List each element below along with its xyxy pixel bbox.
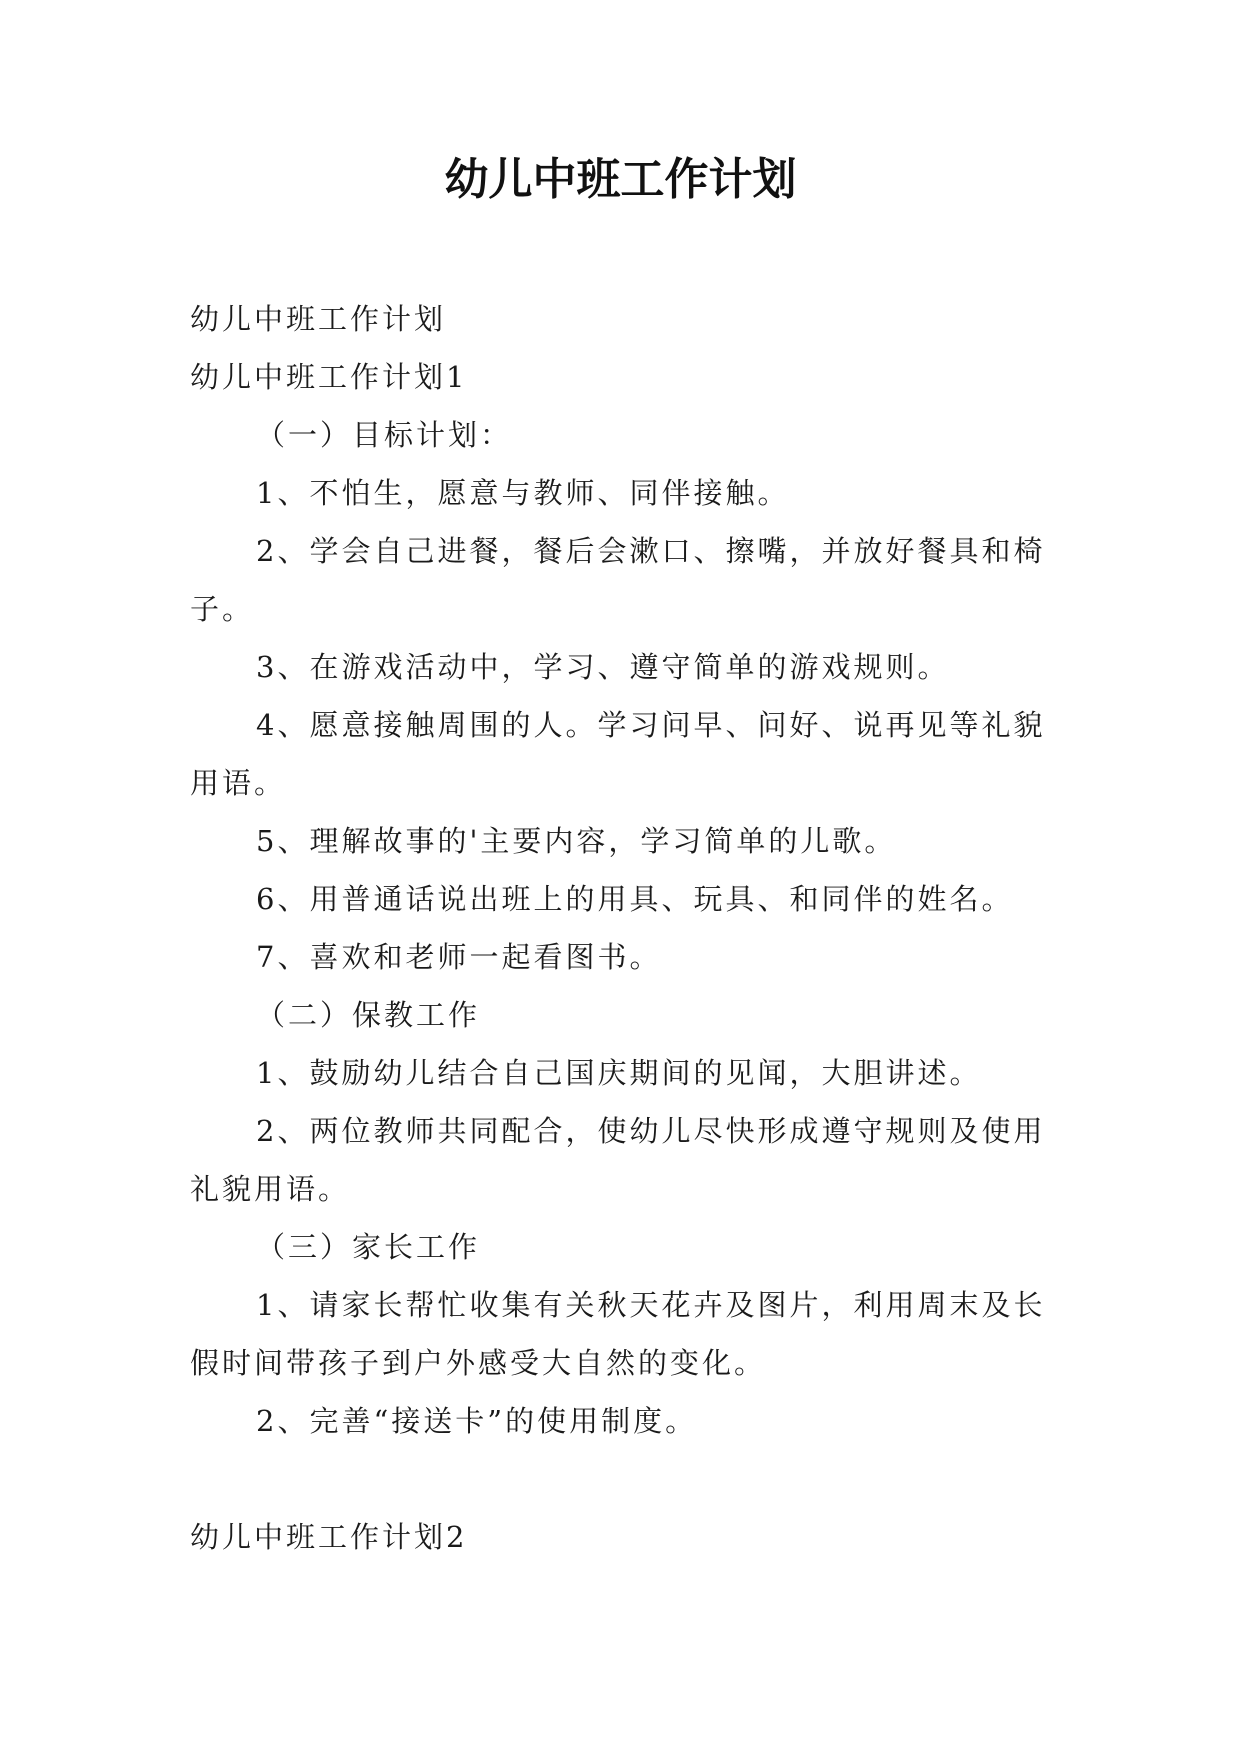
section-title: 幼儿中班工作计划1 [190,360,468,394]
care-item: 1、鼓励幼儿结合自己国庆期间的见闻，大胆讲述。 [256,1056,982,1090]
goal-item: 5、理解故事的'主要内容，学习简单的儿歌。 [256,824,897,858]
spacer [190,1450,1060,1508]
section-title: 幼儿中班工作计划2 [190,1520,468,1554]
goal-item: 1、不怕生，愿意与教师、同伴接触。 [256,476,790,510]
goal-item: 7、喜欢和老师一起看图书。 [256,940,662,974]
goal-item: 6、用普通话说出班上的用具、玩具、和同伴的姓名。 [256,882,1014,916]
subsection-heading: （三）家长工作 [256,1230,481,1264]
subsection-heading: （二）保教工作 [256,998,481,1032]
heading: 幼儿中班工作计划 [190,302,447,336]
care-item: 2、两位教师共同配合，使幼儿尽快形成遵守规则及使用礼貌用语。 [190,1114,1046,1206]
goal-item: 2、学会自己进餐，餐后会漱口、擦嘴，并放好餐具和椅子。 [190,534,1046,626]
document-body [190,290,1060,1566]
subsection-heading: （一）目标计划： [256,418,513,452]
parent-item: 2、完善“接送卡”的使用制度。 [256,1404,698,1438]
parent-item: 1、请家长帮忙收集有关秋天花卉及图片，利用周末及长假时间带孩子到户外感受大自然的变化。 [190,1288,1046,1380]
goal-item: 4、愿意接触周围的人。学习问早、问好、说再见等礼貌用语。 [190,708,1046,800]
goal-item: 3、在游戏活动中，学习、遵守简单的游戏规则。 [256,650,950,684]
document-title: 幼儿中班工作计划 [444,154,797,205]
